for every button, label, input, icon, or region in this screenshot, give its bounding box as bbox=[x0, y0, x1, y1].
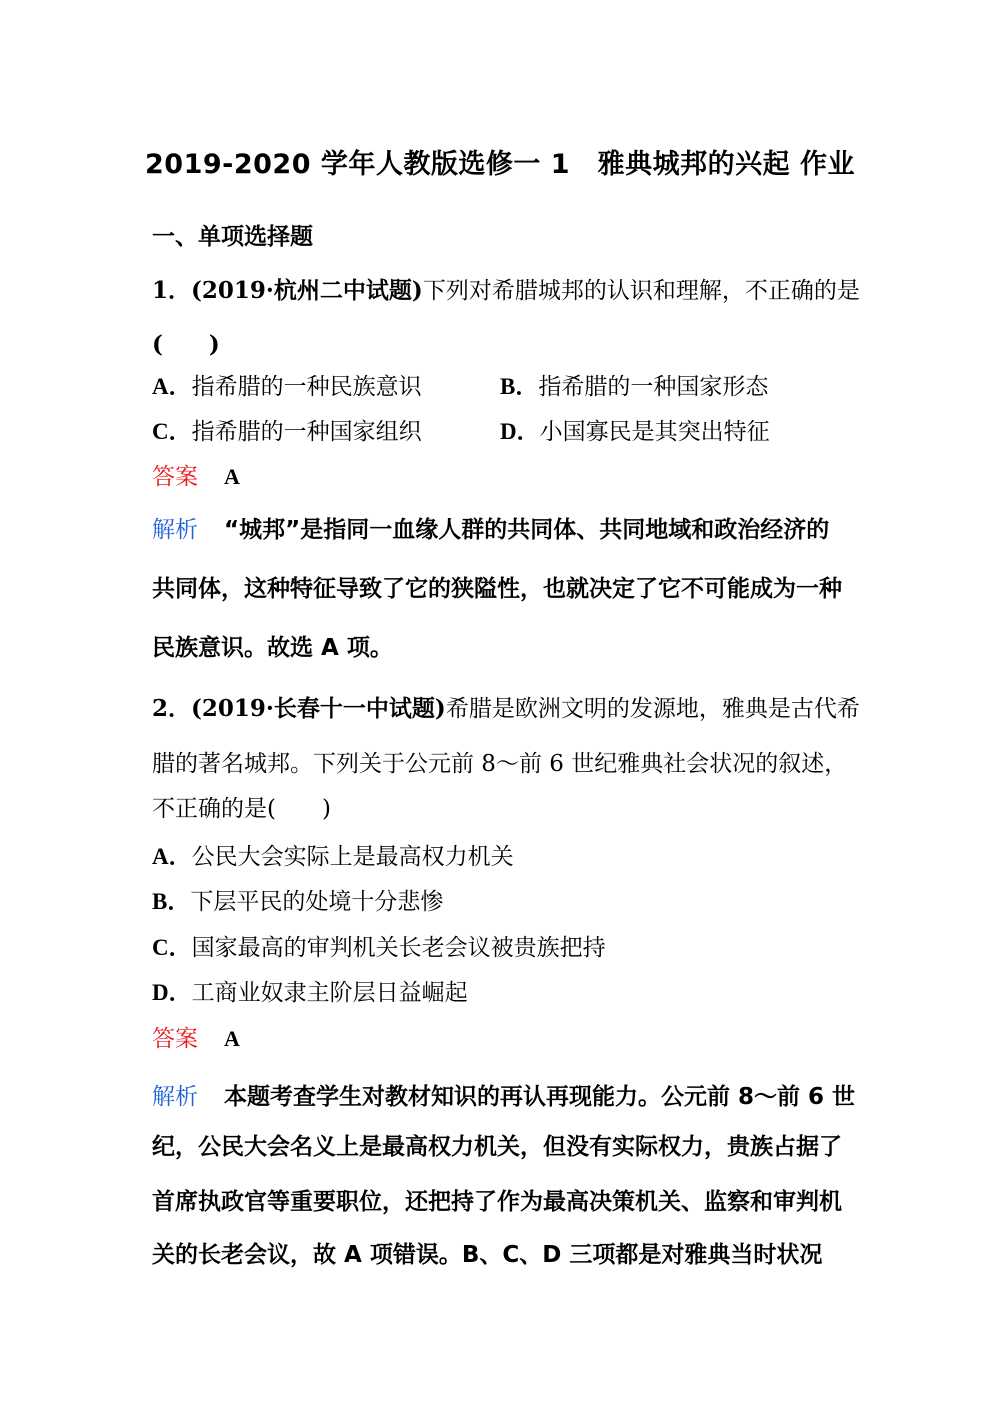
question-1-stem: 下列对希腊城邦的认识和理解，不正确的是 bbox=[422, 278, 860, 304]
question-2-answer bbox=[152, 1020, 240, 1053]
question-2-analysis-line-3: 首席执政官等重要职位，还把持了作为最高决策机关、监察和审判机 bbox=[152, 1189, 842, 1215]
page-title: 2019-2020 学年人教版选修一 1 雅典城邦的兴起 作业 bbox=[145, 149, 855, 180]
question-2-analysis-line-1 bbox=[152, 1078, 855, 1111]
question-1-source-close: ) bbox=[411, 277, 423, 304]
question-1-analysis-line-2: 共同体，这种特征导致了它的狭隘性，也就决定了它不可能成为一种 bbox=[152, 576, 842, 602]
question-2-analysis-line-2: 纪，公民大会名义上是最高权力机关，但没有实际权力，贵族占据了 bbox=[152, 1134, 842, 1160]
question-2-source-open: (2019· bbox=[191, 695, 274, 722]
question-2-source-close: ) bbox=[434, 695, 446, 722]
analysis-label: 解析 bbox=[152, 1084, 198, 1110]
question-2-source-name: 长春十一中试题 bbox=[273, 696, 435, 722]
option-letter: C． bbox=[152, 935, 192, 960]
question-1-source-open: (2019· bbox=[191, 277, 274, 304]
answer-value: A bbox=[224, 1026, 240, 1051]
option-letter: A． bbox=[152, 374, 192, 399]
question-1-option-a bbox=[152, 368, 422, 401]
option-text: 公民大会实际上是最高权力机关 bbox=[191, 844, 514, 870]
option-text: 指希腊的一种民族意识 bbox=[191, 374, 422, 400]
analysis-label: 解析 bbox=[152, 517, 198, 543]
question-1-number: 1． bbox=[152, 277, 192, 304]
question-2-analysis-line-4: 关的长老会议，故 A 项错误。B、C、D 三项都是对雅典当时状况 bbox=[152, 1242, 823, 1268]
question-1-answer bbox=[152, 458, 240, 491]
option-letter: B． bbox=[500, 374, 539, 399]
question-1-analysis-line-1 bbox=[152, 511, 829, 544]
question-2-option-a bbox=[152, 838, 514, 871]
option-letter: D． bbox=[152, 980, 192, 1005]
option-letter: C． bbox=[152, 419, 192, 444]
question-2-line-2: 腊的著名城邦。下列关于公元前 8～前 6 世纪雅典社会状况的叙述， bbox=[152, 751, 848, 777]
answer-value: A bbox=[224, 464, 240, 489]
option-text: 国家最高的审判机关长老会议被贵族把持 bbox=[191, 935, 606, 961]
option-text: 工商业奴隶主阶层日益崛起 bbox=[191, 980, 468, 1006]
question-2-number: 2． bbox=[152, 695, 192, 722]
answer-label: 答案 bbox=[152, 1026, 198, 1052]
question-1-source-name: 杭州二中试题 bbox=[273, 278, 412, 304]
question-1-line-1 bbox=[152, 272, 860, 305]
analysis-text: 本题考查学生对教材知识的再认再现能力。公元前 8～前 6 世 bbox=[224, 1084, 856, 1110]
question-1-option-c bbox=[152, 413, 422, 446]
question-2-stem: 希腊是欧洲文明的发源地，雅典是古代希 bbox=[445, 696, 860, 722]
question-2-option-d bbox=[152, 974, 468, 1007]
question-1-blank: ( ) bbox=[152, 331, 220, 358]
question-2-option-b bbox=[152, 883, 443, 916]
question-2-line-3: 不正确的是( ) bbox=[152, 796, 331, 822]
question-2-line-1 bbox=[152, 690, 860, 723]
answer-label: 答案 bbox=[152, 464, 198, 490]
question-1-option-d bbox=[500, 413, 770, 446]
section-heading: 一、单项选择题 bbox=[152, 224, 313, 250]
question-1-option-b bbox=[500, 368, 768, 401]
question-2-option-c bbox=[152, 929, 606, 962]
question-1-analysis-line-3: 民族意识。故选 A 项。 bbox=[152, 635, 393, 661]
option-letter: D． bbox=[500, 419, 540, 444]
analysis-text: “城邦”是指同一血缘人群的共同体、共同地域和政治经济的 bbox=[224, 517, 830, 543]
option-letter: B． bbox=[152, 889, 191, 914]
option-text: 指希腊的一种国家组织 bbox=[191, 419, 422, 445]
option-letter: A． bbox=[152, 844, 192, 869]
option-text: 指希腊的一种国家形态 bbox=[538, 374, 769, 400]
option-text: 下层平民的处境十分悲惨 bbox=[190, 889, 444, 915]
option-text: 小国寡民是其突出特征 bbox=[539, 419, 770, 445]
